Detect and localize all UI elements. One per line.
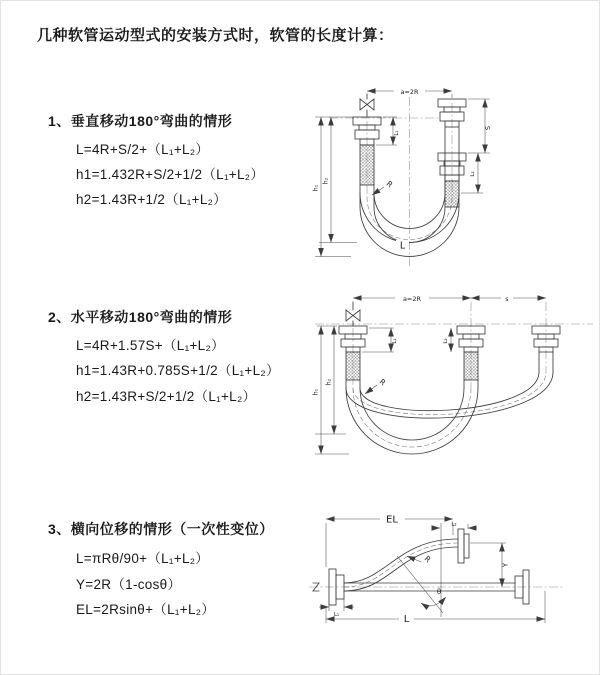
dim-label-h2: h₂ (325, 378, 333, 386)
formula-line: Y=2R（1-cosθ） (76, 577, 182, 592)
hose-s-curve (344, 539, 515, 591)
dim-label-l: L (399, 240, 406, 252)
page-title: 几种软管运动型式的安装方式时，软管的长度计算： (37, 27, 394, 44)
middle-fitting (457, 326, 485, 380)
section-2-heading: 2、水平移动180°弯曲的情形 (48, 309, 233, 325)
hose-u-bend (346, 372, 553, 454)
formula-line: h2=1.43R+S/2+1/2（L₁+L₂） (76, 389, 257, 404)
right-fitting-moved (532, 326, 560, 372)
section-1-heading: 1、垂直移动180°弯曲的情形 (48, 113, 233, 129)
dim-label-l2: L₂ (451, 521, 457, 528)
dim-label-a2r: a=2R (400, 88, 419, 96)
dim-label-l: L (403, 614, 410, 625)
dim-label-h2: h₂ (322, 177, 330, 185)
dim-label-el: EL (386, 514, 398, 526)
formula-line: L=4R+S/2+（L₁+L₂） (76, 142, 210, 157)
dim-label-l1: L₁ (333, 612, 340, 618)
diagram-vertical-180 (299, 73, 599, 273)
section-3-heading: 3、横向位移的情形（一次性变位） (48, 521, 274, 537)
diagram-horizontal-180 (301, 284, 600, 459)
dimension-lines (319, 519, 545, 623)
dim-label-r: R (422, 553, 433, 565)
upper-right-flange (458, 529, 469, 563)
construction-lines (397, 523, 446, 617)
valve-icon (360, 94, 374, 117)
diagram-lateral-displacement (301, 499, 600, 649)
dim-label-s: s (505, 295, 509, 303)
valve-icon (346, 302, 360, 326)
dim-label-l1: L₁ (392, 338, 398, 344)
formula-line: h1=1.43R+0.785S+1/2（L₁+L₂） (76, 363, 280, 378)
formula-line: h1=1.432R+S/2+1/2（L₁+L₂） (76, 167, 265, 182)
left-fitting (339, 326, 367, 380)
dim-label-y: Y (501, 562, 510, 568)
dim-label-theta: θ (436, 588, 442, 596)
dim-label-l1: L₁ (394, 130, 400, 136)
dim-label-r: R (377, 376, 388, 388)
dim-label-s: S (484, 125, 492, 131)
formula-line: EL=2Rsinθ+（L₁+L₂） (76, 602, 216, 617)
dim-label-h1: h₁ (312, 388, 320, 396)
formula-line: L=4R+1.57S+（L₁+L₂） (76, 338, 225, 353)
dim-label-l2: L₂ (470, 171, 476, 177)
dim-label-a2r: a=2R (402, 295, 422, 303)
dim-label-h1: h₁ (312, 184, 320, 192)
formula-line: h2=1.43R+1/2（L₁+L₂） (76, 192, 227, 207)
formula-line: L=πRθ/90+（L₁+L₂） (76, 551, 210, 566)
dim-label-r: R (384, 178, 395, 190)
dim-label-l2: L₂ (443, 338, 449, 344)
